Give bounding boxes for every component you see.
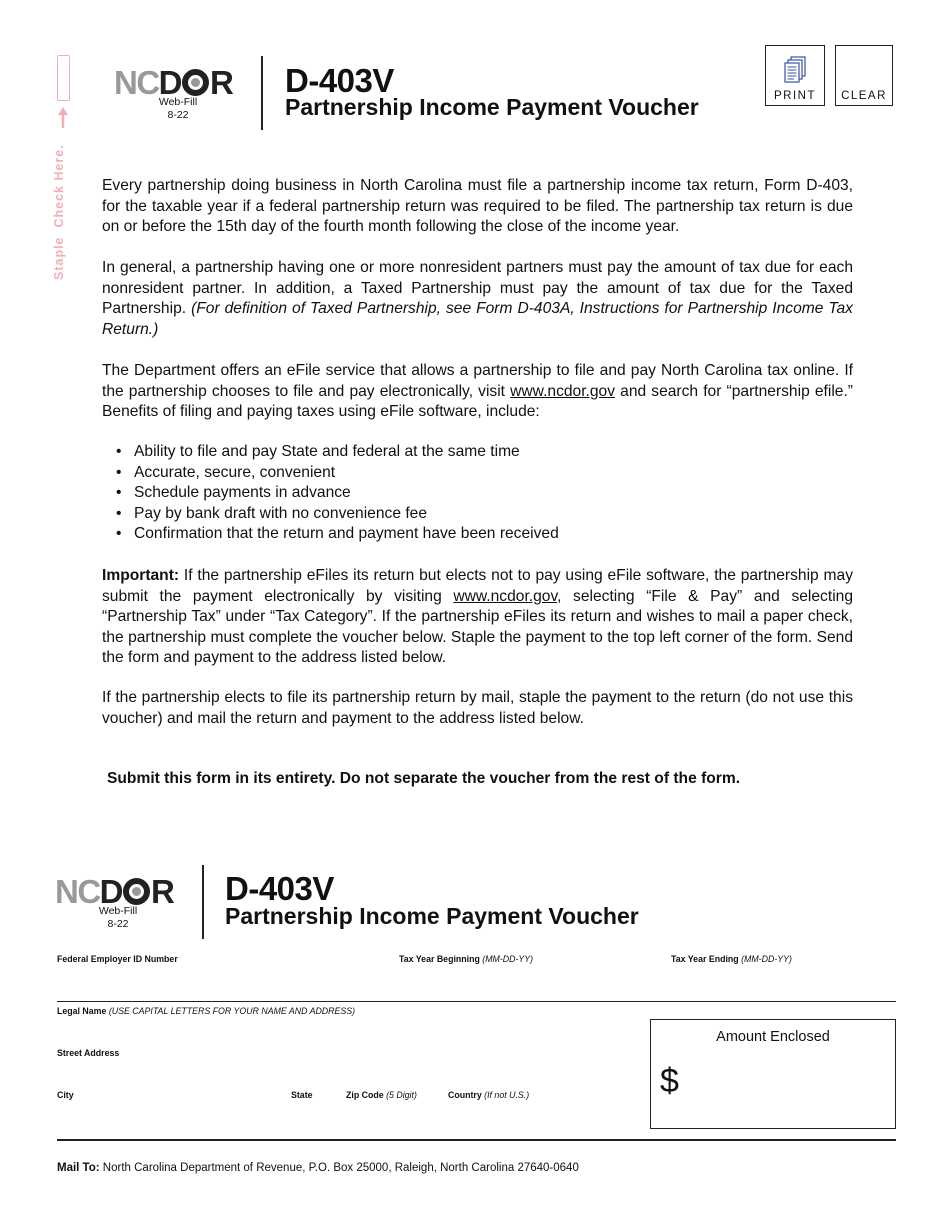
web-fill-label: Web-Fill 8-22	[158, 96, 198, 121]
tax-year-ending-label: Tax Year Ending (MM-DD-YY)	[671, 954, 792, 964]
clear-button[interactable]: CLEAR	[835, 45, 893, 106]
voucher-bottom-line	[57, 1139, 896, 1141]
nonresident-paragraph: In general, a partnership having one or more nonresident partners must pay the amount of tax due for each nonresident partner. In addition, a Taxed Partnership must pay the amount of tax due for the Taxed Partnership. (For definition of Taxed Partnership, see Form D-403A, Instructions for Partnership Income Tax Return.)	[102, 259, 853, 338]
ncdor-link[interactable]: www.ncdor.gov	[453, 587, 558, 605]
legal-name-label: Legal Name (USE CAPITAL LETTERS FOR YOUR NAME AND ADDRESS)	[57, 1006, 356, 1016]
dollar-sign: $	[660, 1062, 679, 1100]
intro-paragraph: Every partnership doing business in North Carolina must file a partnership income tax return, Form D-403, for the taxable year if a federal partnership return was required to be filed. The partnership tax return is due on or before the 15th day of the fourth month following the close of the income year.	[102, 177, 853, 235]
list-item: • Schedule payments in advance	[116, 483, 816, 504]
street-address-label: Street Address	[57, 1048, 120, 1058]
mail-paragraph: If the partnership elects to file its partnership return by mail, staple the payment to the return (do not use this voucher) and mail the return and payment to the address listed below.	[102, 689, 853, 727]
list-item: • Confirmation that the return and payment have been received	[116, 524, 816, 545]
print-icon	[783, 56, 807, 86]
mail-to-address: Mail To: North Carolina Department of Revenue, P.O. Box 25000, Raleigh, North Carolina 27640-0640	[57, 1162, 579, 1174]
ncdor-link[interactable]: www.ncdor.gov	[510, 382, 616, 400]
amount-enclosed-label: Amount Enclosed	[716, 1029, 830, 1045]
field-separator	[57, 1001, 896, 1002]
form-title: Partnership Income Payment Voucher	[285, 94, 699, 120]
state-label: State	[291, 1090, 313, 1100]
efile-paragraph: The Department offers an eFile service that allows a partnership to file and pay North Carolina tax online. If the partnership chooses to file and pay electronically, visit www.ncdor.gov and search for “partnership efile.” Benefits of filing and paying taxes using eFile software, include:	[102, 362, 853, 420]
header-divider	[261, 56, 263, 130]
zip-code-label: Zip Code (5 Digit)	[346, 1090, 417, 1100]
voucher-form-number: D-403V	[225, 870, 334, 907]
tax-year-beginning-label: Tax Year Beginning (MM-DD-YY)	[399, 954, 534, 964]
voucher-header-divider	[202, 865, 204, 939]
ncdor-logo: NC D R	[114, 64, 233, 101]
ncdor-logo: NC D R	[55, 873, 174, 910]
benefits-list	[116, 442, 816, 545]
important-paragraph: Important: If the partnership eFiles its return but elects not to pay using eFile software, the partnership may submit the payment electronically by visiting www.ncdor.gov, selecting “File & Pay” and selecting “Partnership Tax” under “Tax Category”. If the partnership eFiles its return and wishes to mail a paper check, the partnership must complete the voucher below. Staple the payment to the top left corner of the form. Send the form and payment to the address listed below.	[102, 567, 853, 666]
list-item: • Pay by bank draft with no convenience fee	[116, 504, 816, 525]
logo-o-icon	[123, 878, 150, 905]
form-number: D-403V	[285, 62, 394, 99]
list-item: • Ability to file and pay State and federal at the same time	[116, 442, 816, 463]
staple-check-box	[57, 55, 70, 101]
voucher-form-title: Partnership Income Payment Voucher	[225, 903, 639, 929]
amount-enclosed-box[interactable]	[650, 1019, 896, 1129]
city-label: City	[57, 1090, 74, 1100]
up-arrow-icon	[55, 107, 71, 129]
staple-check-label: Staple Check Here.	[52, 144, 66, 280]
print-button[interactable]: PRINT	[765, 45, 825, 106]
submit-note: Submit this form in its entirety. Do not separate the voucher from the rest of the form.	[107, 770, 741, 787]
country-label: Country (If not U.S.)	[448, 1090, 530, 1100]
web-fill-label: Web-Fill 8-22	[98, 905, 138, 930]
logo-o-icon	[182, 69, 209, 96]
list-item: • Accurate, secure, convenient	[116, 463, 816, 484]
fein-label: Federal Employer ID Number	[57, 954, 178, 964]
